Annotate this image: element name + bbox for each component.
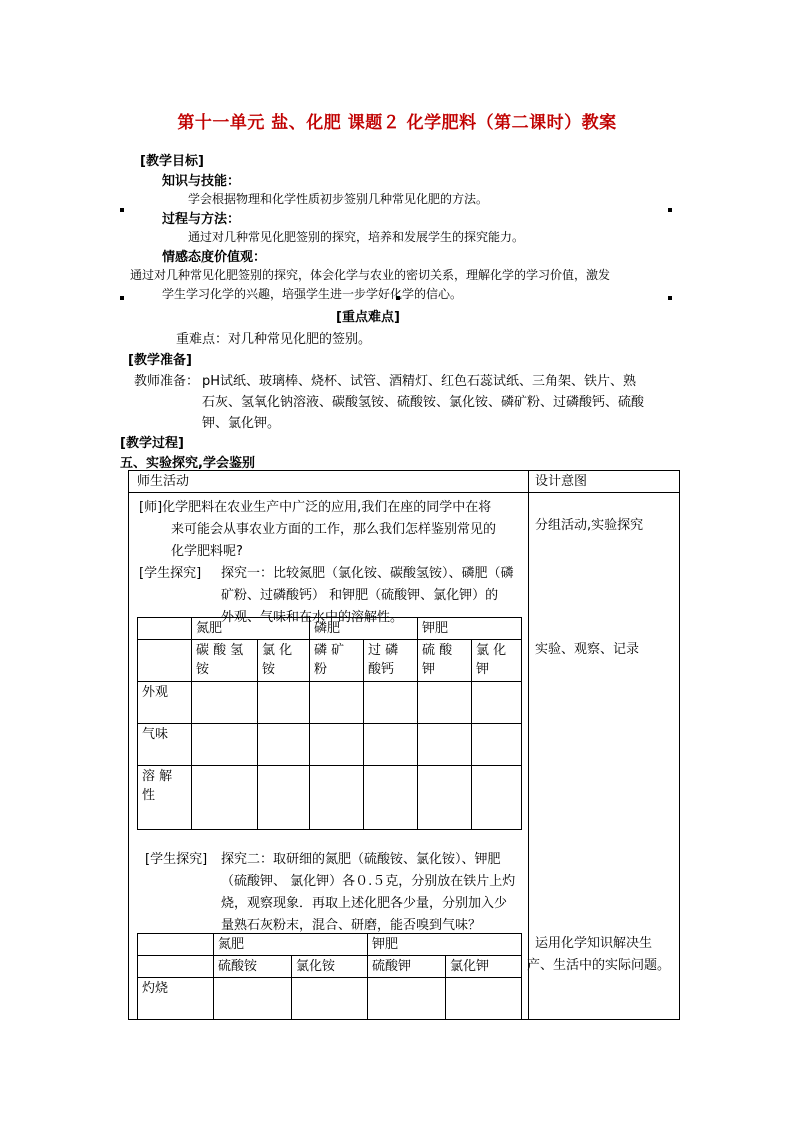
item-header: 硫酸钾 bbox=[368, 956, 446, 978]
row-header: 外观 bbox=[138, 682, 192, 724]
column-divider bbox=[528, 471, 529, 1019]
table-cell bbox=[418, 724, 472, 766]
teacher-line1: [师]化学肥料在农业生产中广泛的应用,我们在座的同学中在将 bbox=[139, 500, 492, 515]
item-header: 氯 化 钾 bbox=[472, 640, 522, 682]
table-cell bbox=[364, 724, 418, 766]
preparation-line1: pH试纸、玻璃棒、烧杯、试管、酒精灯、红色石蕊试纸、三角架、铁片、熟 bbox=[202, 374, 637, 389]
row-header: 灼烧 bbox=[138, 978, 214, 1020]
burning-test-table bbox=[137, 933, 522, 1020]
student2-line1: 探究二：取研细的氮肥（硫酸铵、氯化铵）、钾肥 bbox=[221, 852, 501, 867]
table-cell bbox=[192, 724, 258, 766]
objectives-heading: [教学目标] bbox=[140, 154, 204, 169]
item-header: 过 磷 酸钙 bbox=[364, 640, 418, 682]
table-cell bbox=[446, 978, 522, 1020]
process-heading: 过程与方法： bbox=[162, 212, 241, 227]
table-corner-cell bbox=[138, 618, 192, 640]
intent-3-line2: 产、生活中的实际问题。 bbox=[527, 958, 671, 973]
key-points-text: 重难点：对几种常见化肥的签别。 bbox=[176, 332, 372, 347]
preparation-line3: 钾、氯化钾。 bbox=[202, 416, 281, 431]
group-header: 钾肥 bbox=[418, 618, 522, 640]
item-header: 氯 化 铵 bbox=[258, 640, 310, 682]
row-header: 溶 解 性 bbox=[138, 766, 192, 830]
table-cell bbox=[472, 766, 522, 830]
margin-marker bbox=[668, 208, 672, 212]
emotion-text-2: 学生学习化学的兴趣，培强学生进一步学好化学的信心。 bbox=[162, 287, 463, 301]
student1-label: [学生探究] bbox=[139, 566, 202, 581]
item-header: 碳 酸 氢 铵 bbox=[192, 640, 258, 682]
emotion-heading: 情感态度价值观： bbox=[162, 250, 267, 265]
margin-marker bbox=[120, 296, 124, 300]
student2-line3: 烧，观察现象．再取上述化肥各少量，分别加入少 bbox=[221, 896, 508, 911]
process-text: 通过对几种常见化肥签别的探究，培养和发展学生的探究能力。 bbox=[188, 230, 525, 244]
table-cell bbox=[292, 978, 368, 1020]
item-header: 氯化铵 bbox=[292, 956, 368, 978]
table-cell bbox=[214, 978, 292, 1020]
col-intent-header: 设计意图 bbox=[535, 474, 588, 489]
group-header: 氮肥 bbox=[214, 934, 368, 956]
margin-marker bbox=[668, 296, 672, 300]
table-corner-cell bbox=[138, 956, 214, 978]
table-corner-cell bbox=[138, 640, 192, 682]
margin-marker bbox=[120, 208, 124, 212]
row-header: 气味 bbox=[138, 724, 192, 766]
knowledge-text: 学会根据物理和化学性质初步签别几种常见化肥的方法。 bbox=[188, 192, 489, 206]
teacher-line3: 化学肥料呢? bbox=[171, 544, 243, 559]
table-cell bbox=[418, 682, 472, 724]
table-cell bbox=[472, 724, 522, 766]
student1-line1: 探究一：比较氮肥（氯化铵、碳酸氢铵）、磷肥（磷 bbox=[221, 566, 514, 581]
key-points-heading: [重点难点] bbox=[336, 310, 400, 325]
student2-line4: 量熟石灰粉末，混合、研磨，能否嗅到气味？ bbox=[221, 918, 482, 933]
table-cell bbox=[418, 766, 472, 830]
table-cell bbox=[258, 682, 310, 724]
table-cell bbox=[192, 682, 258, 724]
table-cell bbox=[364, 766, 418, 830]
table-cell bbox=[368, 978, 446, 1020]
fertilizer-properties-table bbox=[137, 617, 522, 830]
item-header: 硫酸铵 bbox=[214, 956, 292, 978]
table-cell bbox=[310, 766, 364, 830]
preparation-label: 教师准备： bbox=[134, 374, 200, 389]
table-cell bbox=[258, 724, 310, 766]
group-header: 磷肥 bbox=[310, 618, 418, 640]
table-cell bbox=[310, 682, 364, 724]
item-header: 氯化钾 bbox=[446, 956, 522, 978]
student1-line3: 外观、气味和在水中的溶解性。 bbox=[221, 610, 404, 625]
intent-3-line1: 运用化学知识解决生 bbox=[535, 936, 653, 951]
col-activity-header: 师生活动 bbox=[137, 474, 190, 489]
student2-line2: （硫酸钾、 氯化钾）各０.５克，分别放在铁片上灼 bbox=[221, 874, 516, 889]
teacher-line2: 来可能会从事农业方面的工作，那么我们怎样鉴别常见的 bbox=[171, 522, 497, 537]
table-cell bbox=[364, 682, 418, 724]
group-header: 氮肥 bbox=[192, 618, 310, 640]
knowledge-heading: 知识与技能： bbox=[162, 174, 241, 189]
header-divider bbox=[129, 492, 679, 493]
student1-line2: 矿粉、过磷酸钙） 和钾肥（硫酸钾、氯化钾）的 bbox=[221, 588, 499, 603]
process-section-heading: [教学过程] bbox=[120, 436, 184, 451]
table-cell bbox=[258, 766, 310, 830]
table-cell bbox=[192, 766, 258, 830]
section-title: 五、实验探究,学会鉴别 bbox=[120, 456, 255, 471]
page-title: 第十一单元 盐、化肥 课题２ 化学肥料（第二课时）教案 bbox=[177, 113, 617, 133]
emotion-text-1: 通过对几种常见化肥签别的探究，体会化学与农业的密切关系，理解化学的学习价值，激发 bbox=[130, 268, 611, 282]
intent-2: 实验、观察、记录 bbox=[535, 642, 640, 657]
preparation-heading: [教学准备] bbox=[128, 353, 192, 368]
group-header: 钾肥 bbox=[368, 934, 522, 956]
intent-1: 分组活动,实验探究 bbox=[535, 518, 644, 533]
item-header: 磷 矿 粉 bbox=[310, 640, 364, 682]
student2-label: [学生探究] bbox=[145, 852, 208, 867]
table-corner-cell bbox=[138, 934, 214, 956]
table-cell bbox=[472, 682, 522, 724]
table-cell bbox=[310, 724, 364, 766]
item-header: 硫 酸 钾 bbox=[418, 640, 472, 682]
preparation-line2: 石灰、氢氧化钠溶液、碳酸氢铵、硫酸铵、氯化铵、磷矿粉、过磷酸钙、硫酸 bbox=[202, 395, 645, 410]
